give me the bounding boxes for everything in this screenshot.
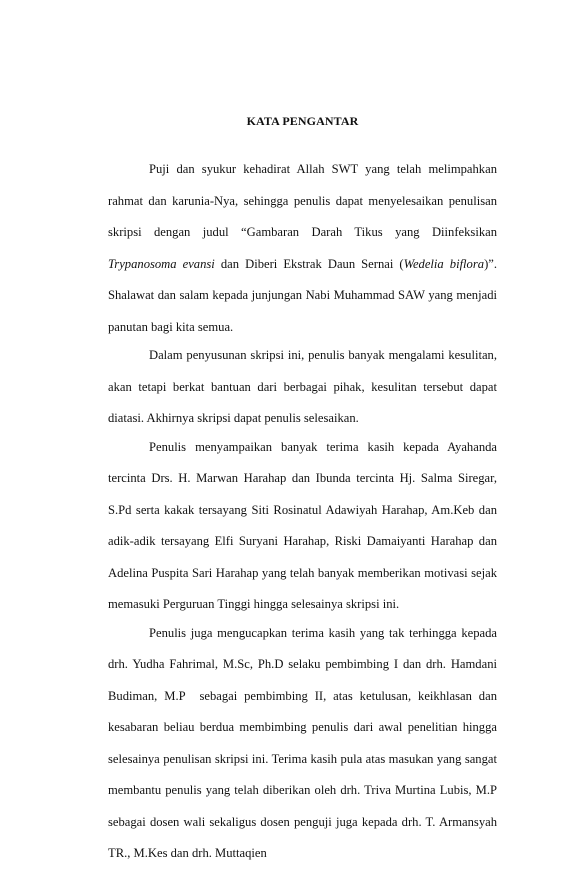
body-text	[108, 154, 497, 870]
paragraph-1-species-name: Trypanosoma evansi	[108, 256, 215, 271]
paragraph-3: Penulis menyampaikan banyak terima kasih kepada Ayahanda tercinta Drs. H. Marwan Harahap dan Ibunda tercinta Hj. Salma Siregar, S.Pd serta kakak tersayang Siti Rosinatul Adawiyah Harahap, Am.Keb dan adik-adik tersayang Elfi Suryani Harahap, Riski Damaiyanti Harahap dan Adelina Puspita Sari Harahap yang telah banyak memberikan motivasi sejak memasuki Perguruan Tinggi hingga selesainya skripsi ini.	[108, 439, 497, 611]
paragraph-2: Dalam penyusunan skripsi ini, penulis banyak mengalami kesulitan, akan tetapi berkat bantuan dari berbagai pihak, kesulitan tersebut dapat diatasi. Akhirnya skripsi dapat penulis selesaikan.	[108, 348, 497, 425]
paragraph-1-part-a: Puji dan syukur kehadirat Allah SWT yang telah melimpahkan rahmat dan karunia-Nya, sehingga penulis dapat menyelesaikan penulisan skripsi dengan judul “Gambaran Darah Tikus yang Diinfeksikan	[108, 162, 497, 239]
page-title: KATA PENGANTAR	[246, 114, 359, 128]
paragraph-1	[108, 154, 497, 343]
paragraph-1-part-c: dan Diberi Ekstrak Daun Sernai (	[214, 256, 404, 271]
paragraph-1-plant-name: Wedelia biflora	[403, 256, 485, 271]
paragraph-4: Penulis juga mengucapkan terima kasih yang tak terhingga kepada drh. Yudha Fahrimal, M.Sc, Ph.D selaku pembimbing I dan drh. Hamdani Budiman, M.P sebagai pembimbing II, atas ketulusan, keikhlasan dan kesabaran beliau berdua membimbing penulis dari awal penelitian hingga selesainya penulisan skripsi ini. Terima kasih pula atas masukan yang sangat membantu penulis yang telah diberikan oleh drh. Triva Murtina Lubis, M.P sebagai dosen wali sekaligus dosen penguji juga kepada drh. T. Armansyah TR., M.Kes dan drh. Muttaqien	[108, 625, 497, 860]
paragraph-1-part-e: )”. Shalawat dan salam kepada junjungan Nabi Muhammad SAW yang menjadi panutan bagi kita semua.	[108, 256, 497, 334]
